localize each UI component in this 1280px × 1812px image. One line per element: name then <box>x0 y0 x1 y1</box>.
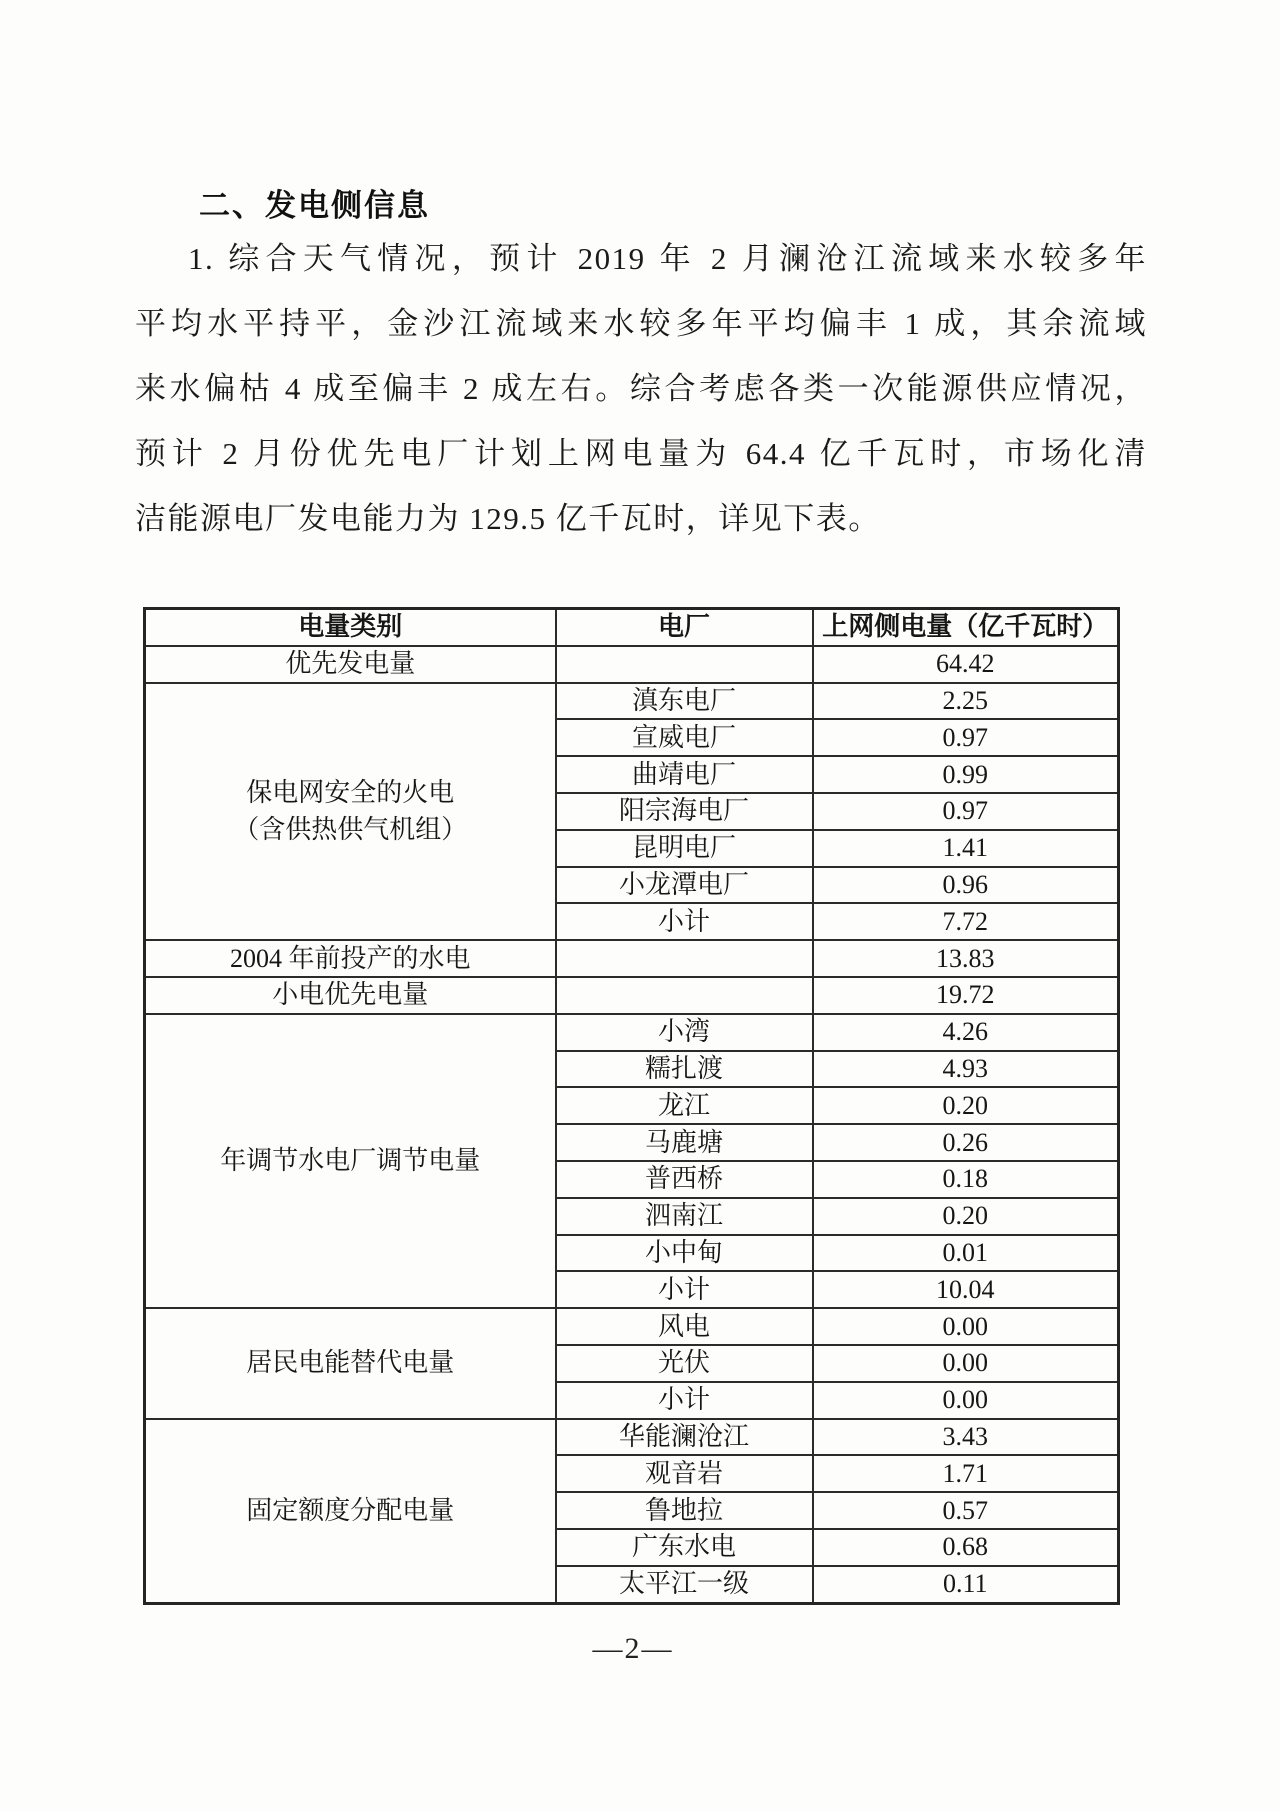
subtotal-label: 小计 <box>556 1271 813 1308</box>
value-cell: 3.43 <box>813 1419 1119 1456</box>
value-cell: 0.00 <box>813 1345 1119 1382</box>
plant-cell: 马鹿塘 <box>556 1124 813 1161</box>
value-cell: 4.26 <box>813 1014 1119 1051</box>
value-cell: 0.11 <box>813 1566 1119 1603</box>
header-value: 上网侧电量（亿千瓦时） <box>813 609 1119 646</box>
plant-cell: 华能澜沧江 <box>556 1419 813 1456</box>
value-cell: 13.83 <box>813 940 1119 977</box>
value-cell: 0.97 <box>813 793 1119 830</box>
value-cell: 0.97 <box>813 719 1119 756</box>
power-plan-table <box>143 607 1120 1605</box>
subtotal-value: 10.04 <box>813 1271 1119 1308</box>
plant-cell: 光伏 <box>556 1345 813 1382</box>
value-cell: 19.72 <box>813 977 1119 1014</box>
category-cell: 优先发电量 <box>145 646 556 683</box>
value-cell: 0.26 <box>813 1124 1119 1161</box>
table-row <box>145 977 1119 1014</box>
table-row <box>145 683 1119 720</box>
plant-cell: 广东水电 <box>556 1529 813 1566</box>
subtotal-value: 7.72 <box>813 903 1119 940</box>
category-cell: 居民电能替代电量 <box>145 1308 556 1418</box>
table-row <box>145 646 1119 683</box>
value-cell: 0.57 <box>813 1492 1119 1529</box>
plant-cell-empty <box>556 646 813 683</box>
plant-cell: 普西桥 <box>556 1161 813 1198</box>
value-cell: 4.93 <box>813 1051 1119 1088</box>
plant-cell: 观音岩 <box>556 1455 813 1492</box>
value-cell: 0.01 <box>813 1235 1119 1272</box>
table-row <box>145 940 1119 977</box>
plant-cell: 小龙潭电厂 <box>556 867 813 904</box>
paragraph-line: 来水偏枯 4 成至偏丰 2 成左右。综合考虑各类一次能源供应情况， <box>135 371 1147 406</box>
plant-cell: 鲁地拉 <box>556 1492 813 1529</box>
value-cell: 1.71 <box>813 1455 1119 1492</box>
category-cell: 年调节水电厂调节电量 <box>145 1014 556 1308</box>
plant-cell: 宣威电厂 <box>556 719 813 756</box>
value-cell: 0.20 <box>813 1198 1119 1235</box>
value-cell: 0.00 <box>813 1308 1119 1345</box>
subtotal-value: 0.00 <box>813 1382 1119 1419</box>
subtotal-label: 小计 <box>556 1382 813 1419</box>
plant-cell: 昆明电厂 <box>556 830 813 867</box>
category-line: 保电网安全的火电 <box>246 777 455 807</box>
paragraph-line: 平均水平持平，金沙江流域来水较多年平均偏丰 1 成，其余流域 <box>135 306 1147 341</box>
value-cell: 0.99 <box>813 756 1119 793</box>
plant-cell: 龙江 <box>556 1087 813 1124</box>
value-cell: 0.20 <box>813 1087 1119 1124</box>
plant-cell-empty <box>556 977 813 1014</box>
value-cell: 0.18 <box>813 1161 1119 1198</box>
plant-cell: 太平江一级 <box>556 1566 813 1603</box>
table-row <box>145 1014 1119 1051</box>
category-cell <box>145 683 556 941</box>
intro-paragraph <box>135 226 1147 551</box>
table-header-row <box>145 609 1119 646</box>
plant-cell: 泗南江 <box>556 1198 813 1235</box>
table-row <box>145 1308 1119 1345</box>
plant-cell: 曲靖电厂 <box>556 756 813 793</box>
category-cell: 2004 年前投产的水电 <box>145 940 556 977</box>
plant-cell: 滇东电厂 <box>556 683 813 720</box>
value-cell: 0.68 <box>813 1529 1119 1566</box>
value-cell: 0.96 <box>813 867 1119 904</box>
paragraph-line: 1. 综合天气情况，预计 2019 年 2 月澜沧江流域来水较多年 <box>188 241 1147 276</box>
plant-cell: 小湾 <box>556 1014 813 1051</box>
category-cell: 固定额度分配电量 <box>145 1419 556 1603</box>
value-cell: 1.41 <box>813 830 1119 867</box>
plant-cell: 小中甸 <box>556 1235 813 1272</box>
page-number: —2— <box>592 1632 674 1665</box>
value-cell: 64.42 <box>813 646 1119 683</box>
plant-cell-empty <box>556 940 813 977</box>
value-cell: 2.25 <box>813 683 1119 720</box>
subtotal-label: 小计 <box>556 903 813 940</box>
header-plant: 电厂 <box>556 609 813 646</box>
paragraph-line: 预计 2 月份优先电厂计划上网电量为 64.4 亿千瓦时，市场化清 <box>135 436 1147 471</box>
category-cell: 小电优先电量 <box>145 977 556 1014</box>
header-category: 电量类别 <box>145 609 556 646</box>
paragraph-line: 洁能源电厂发电能力为 129.5 亿千瓦时，详见下表。 <box>135 501 881 536</box>
plant-cell: 糯扎渡 <box>556 1051 813 1088</box>
table-row <box>145 1419 1119 1456</box>
plant-cell: 阳宗海电厂 <box>556 793 813 830</box>
plant-cell: 风电 <box>556 1308 813 1345</box>
category-line: （含供热供气机组） <box>233 815 468 845</box>
section-heading: 二、发电侧信息 <box>199 188 430 223</box>
